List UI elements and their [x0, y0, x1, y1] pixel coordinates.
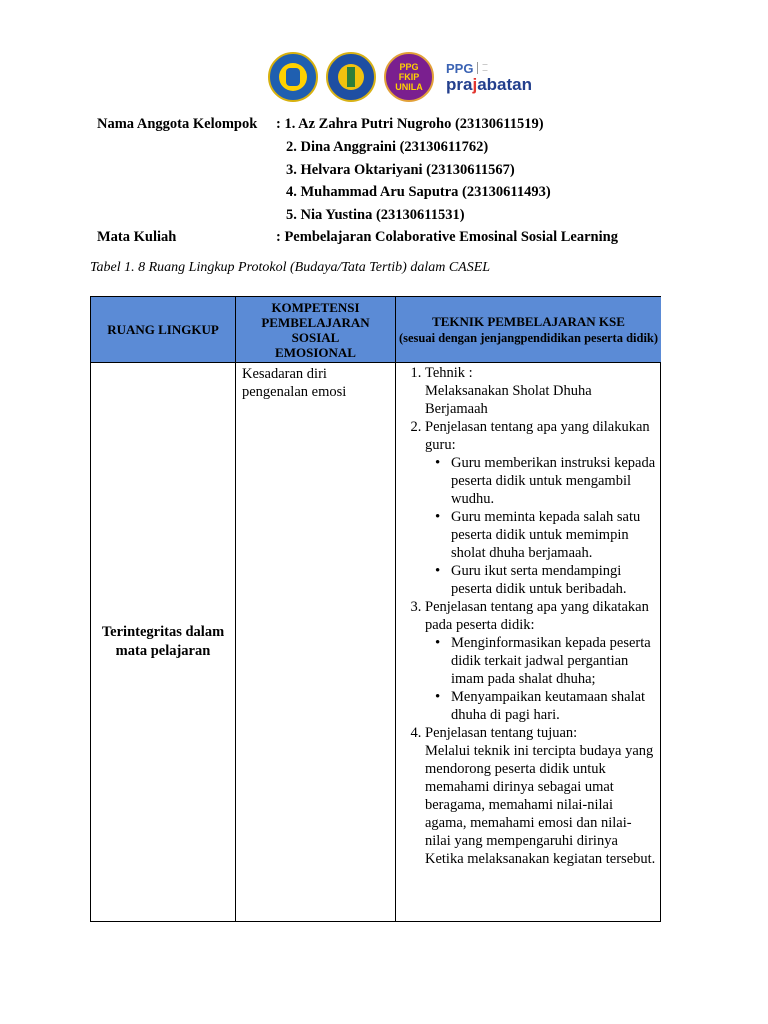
list-item: 1. Tehnik : Melaksanakan Sholat Dhuha Berjamaah: [425, 364, 657, 418]
bullet-item: • Guru memberikan instruksi kepada peserta didik untuk mengambil wudhu.: [451, 454, 657, 508]
member-4: 4. Muhammad Aru Saputra (23130611493): [286, 184, 551, 200]
cell-teknik: [396, 363, 661, 921]
header-kompetensi: KOMPETENSI PEMBELAJARAN SOSIAL EMOSIONAL: [236, 297, 396, 363]
university-seal-icon: [326, 52, 376, 102]
list-item: 4. Penjelasan tentang tujuan: Melalui teknik ini tercipta budaya yang mendorong peserta didik untuk memahami dirinya sebagai umat beragama, memahami nilai-nilai agama, memahami emosi dan nilai-nilai yang mempengaruhi dirinya Ketika melaksanakan kegiatan tersebut.: [425, 724, 657, 868]
bullet-item: • Menyampaikan keutamaan shalat dhuha di pagi hari.: [451, 688, 657, 724]
teknik-list: [402, 364, 657, 868]
tut-wuri-handayani-logo-icon: [268, 52, 318, 102]
course-label: Mata Kuliah: [97, 229, 177, 245]
member-5: 5. Nia Yustina (23130611531): [286, 207, 465, 223]
bullet-item: • Menginformasikan kepada peserta didik terkait jadwal pergantian imam pada shalat dhuha;: [451, 634, 657, 688]
logo-strip: [268, 50, 532, 104]
list-item: 2. Penjelasan tentang apa yang dilakukan guru: • Guru memberikan instruksi kepada peserta didik untuk mengambil wudhu. • Guru meminta kepada salah satu peserta didik untuk memimpin sholat dhuha berjamaah. • Guru ikut serta mendampingi peserta didik untuk beribadah.: [425, 418, 657, 598]
member-2: 2. Dina Anggraini (23130611762): [286, 139, 489, 155]
ppg-prajabatan-logo: PPG — — prajabatan: [446, 60, 532, 94]
members-label: Nama Anggota Kelompok: [97, 116, 258, 132]
course-value: : Pembelajaran Colaborative Emosinal Sosial Learning: [276, 229, 618, 245]
cell-ruang-lingkup: Terintegritas dalam mata pelajaran: [91, 363, 236, 921]
member-3: 3. Helvara Oktariyani (23130611567): [286, 162, 515, 178]
casel-table: [90, 296, 661, 922]
member-1: : 1. Az Zahra Putri Nugroho (23130611519): [276, 116, 544, 132]
header-teknik: TEKNIK PEMBELAJARAN KSE (sesuai dengan jenjangpendidikan peserta didik): [396, 297, 661, 363]
bullet-item: • Guru ikut serta mendampingi peserta didik untuk beribadah.: [451, 562, 657, 598]
ppg-fkip-unila-logo-icon: PPG FKIP UNILA: [384, 52, 434, 102]
list-item: 3. Penjelasan tentang apa yang dikatakan pada peserta didik: • Menginformasikan kepada peserta didik terkait jadwal pergantian imam pada shalat dhuha; • Menyampaikan keutamaan shalat dhuha di pagi hari.: [425, 598, 657, 724]
table-caption: Tabel 1. 8 Ruang Lingkup Protokol (Budaya/Tata Tertib) dalam CASEL: [90, 260, 491, 275]
cell-kompetensi: Kesadaran diri pengenalan emosi: [236, 363, 396, 921]
bullet-item: • Guru meminta kepada salah satu peserta didik untuk memimpin sholat dhuha berjamaah.: [451, 508, 657, 562]
header-ruang-lingkup: RUANG LINGKUP: [91, 297, 236, 363]
